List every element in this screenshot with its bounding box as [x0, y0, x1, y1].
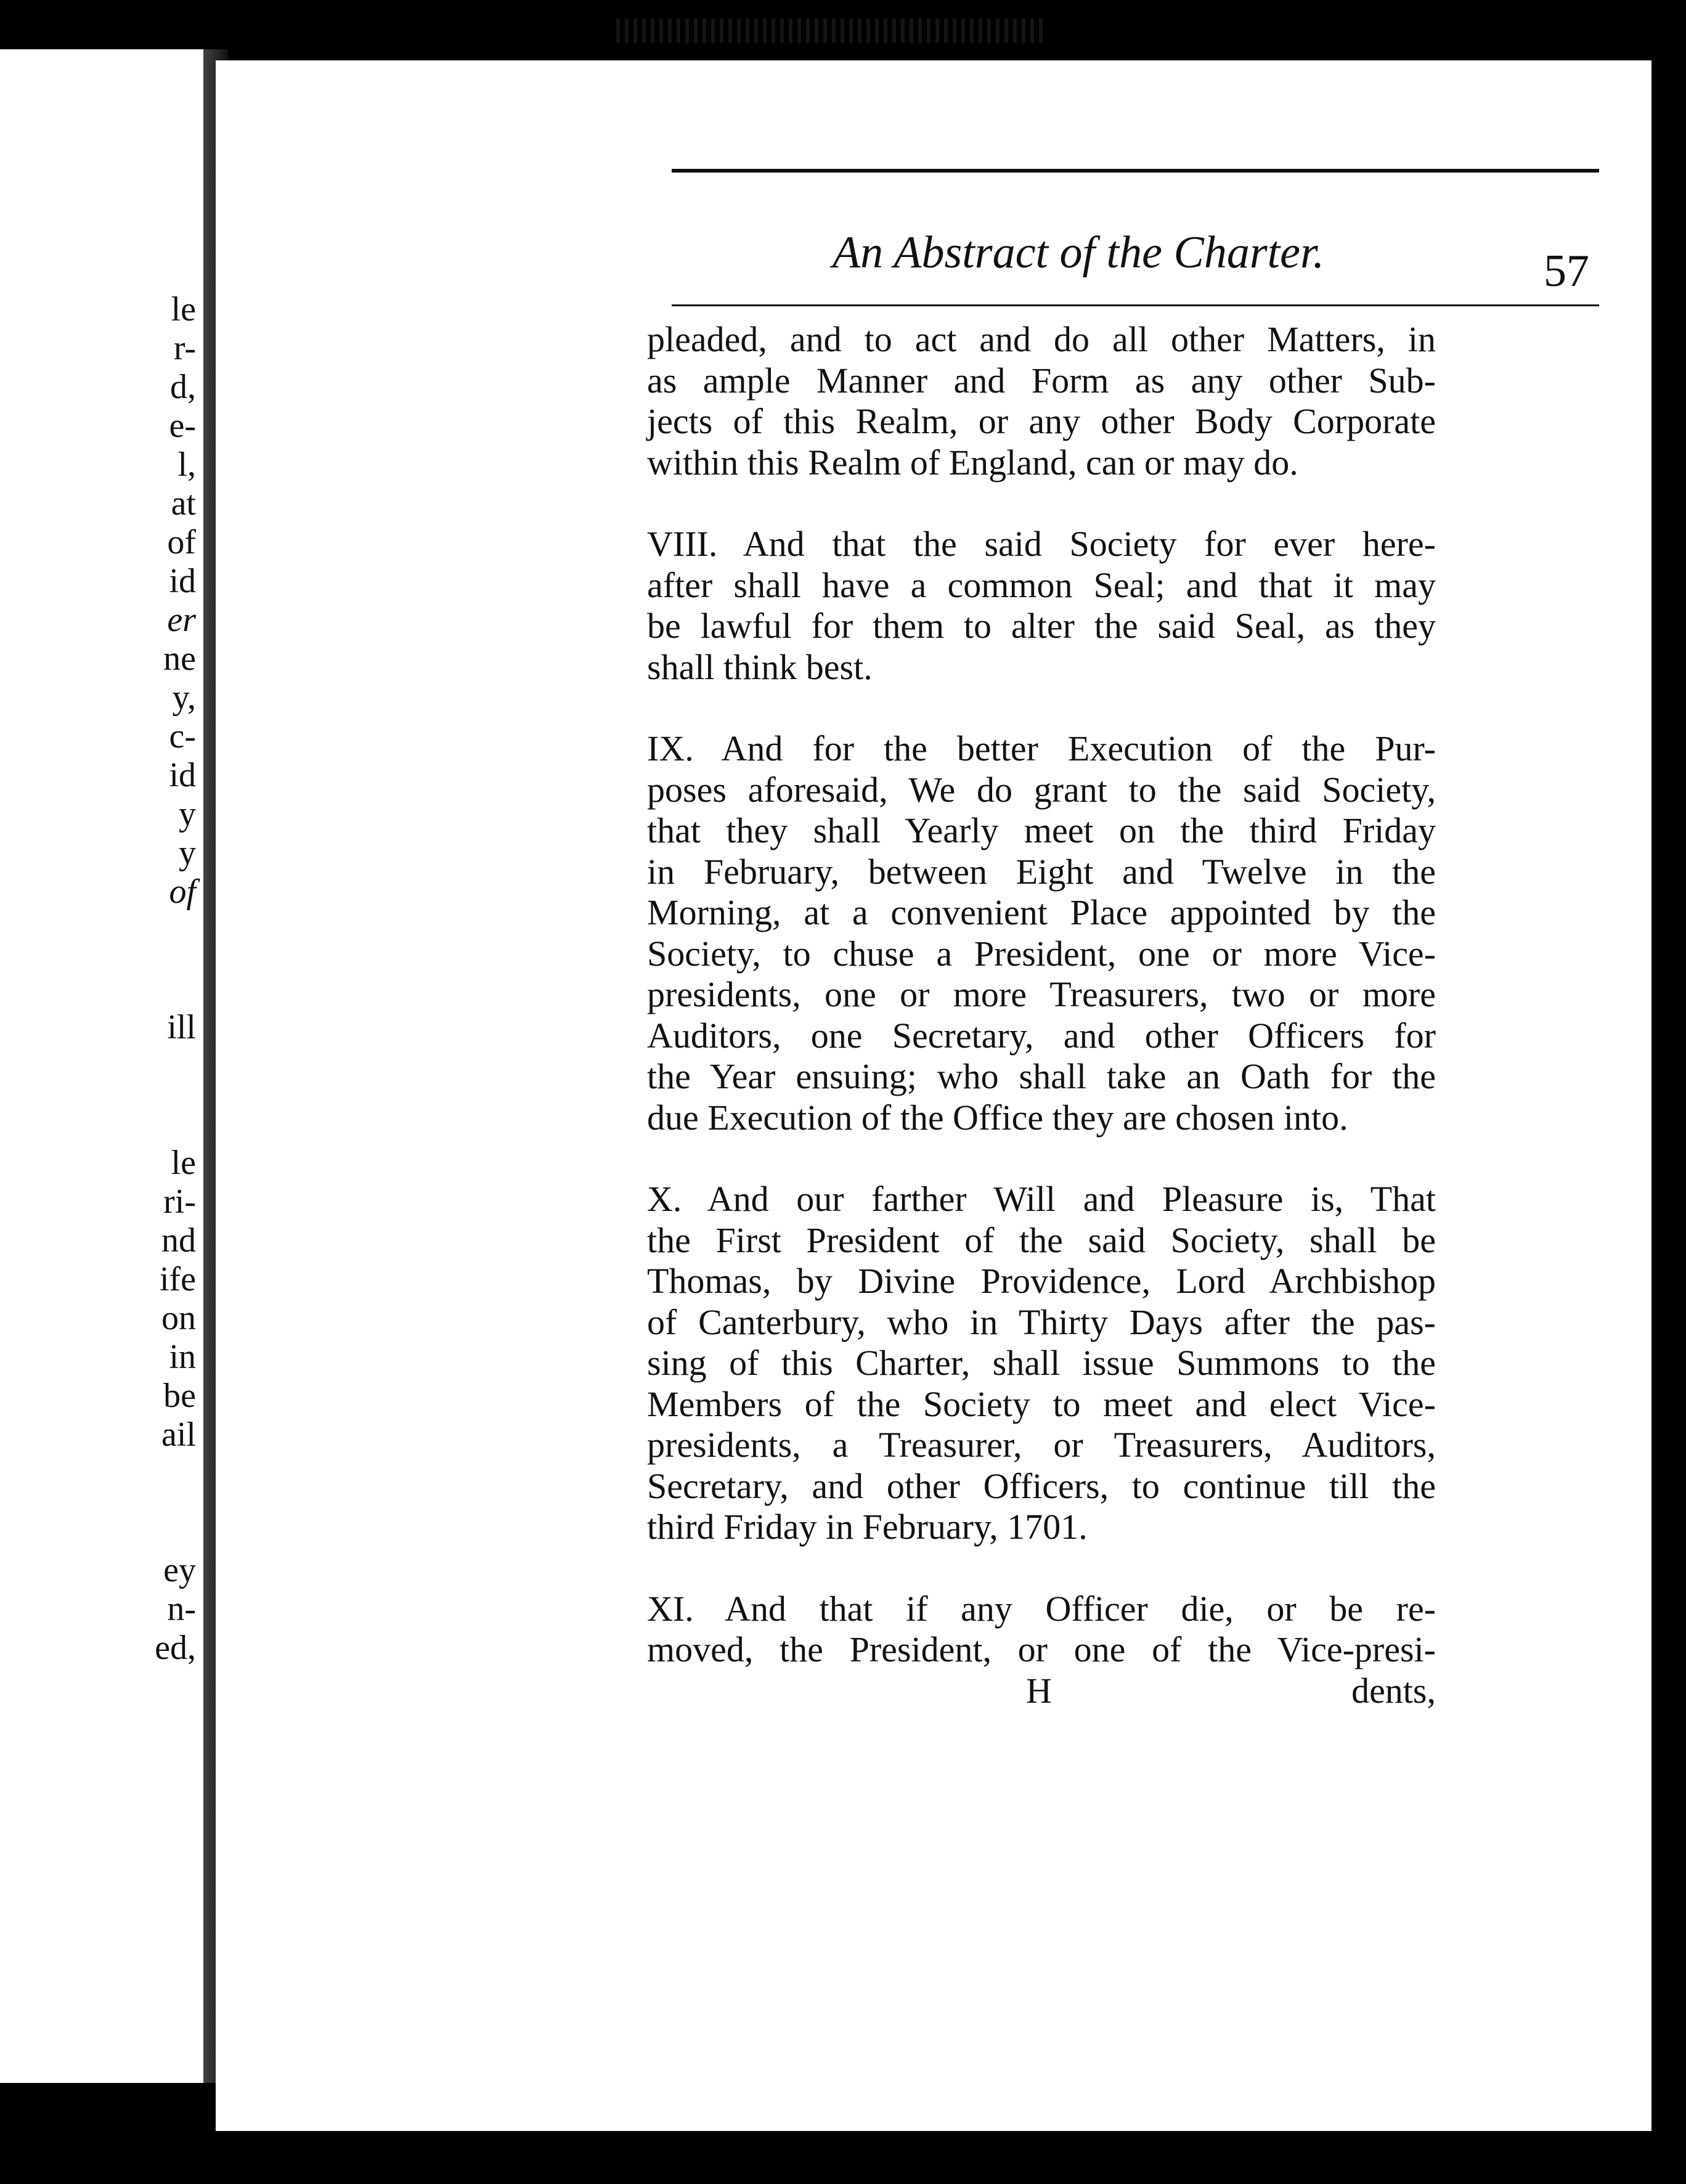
paragraph: [647, 1589, 1436, 1671]
text-line: Thomas, by Divine Providence, Lord Archbishop: [647, 1261, 1436, 1301]
text-line: be lawful for them to alter the said Seal, as they: [647, 606, 1436, 646]
facing-page-fragment: d,: [170, 368, 196, 406]
text-line: the First President of the said Society, shall be: [647, 1220, 1436, 1260]
facing-page-fragment: of: [167, 523, 196, 561]
text-line: poses aforesaid, We do grant to the said Society,: [647, 769, 1436, 810]
text-line: X. And our farther Will and Pleasure is, That: [647, 1179, 1436, 1219]
facing-page-fragment: ey: [163, 1551, 196, 1589]
book-page: [216, 60, 1651, 2131]
text-line: third Friday in February, 1701.: [647, 1507, 1088, 1547]
text-line: sing of this Charter, shall issue Summons to the: [647, 1343, 1436, 1383]
text-line: IX. And for the better Execution of the Pur-: [647, 728, 1436, 768]
text-line: Morning, at a convenient Place appointed by the: [647, 892, 1436, 932]
facing-page-fragment: id: [169, 562, 196, 600]
facing-page-fragment: id: [169, 756, 196, 794]
running-head: An Abstract of the Charter.: [832, 227, 1325, 278]
text-line: moved, the President, or one of the Vice-presi-: [647, 1629, 1436, 1669]
header-rule-top: [672, 169, 1599, 173]
text-line: as ample Manner and Form as any other Sub-: [647, 360, 1436, 401]
text-line: in February, between Eight and Twelve in the: [647, 851, 1436, 892]
text-line: shall think best.: [647, 646, 873, 687]
text-line: Auditors, one Secretary, and other Officers for: [647, 1015, 1436, 1056]
facing-page-fragment: y: [179, 834, 196, 872]
signature-catchword-line: [647, 1671, 1436, 1711]
facing-page-fragment: c-: [169, 717, 196, 756]
text-line: presidents, a Treasurer, or Treasurers, Auditors,: [647, 1425, 1436, 1465]
text-line: due Execution of the Office they are chosen into.: [647, 1097, 1348, 1138]
paragraph-gap: [647, 688, 1436, 728]
facing-page-fragment: ill: [167, 1008, 196, 1046]
text-line: Society, to chuse a President, one or more Vice-: [647, 933, 1436, 974]
text-line: XI. And that if any Officer die, or be re-: [647, 1588, 1436, 1629]
facing-page-fragment: y,: [172, 678, 196, 717]
facing-page-fragment: in: [169, 1338, 196, 1376]
facing-page-fragment: on: [161, 1299, 196, 1337]
paragraph: [647, 1179, 1436, 1548]
facing-page-fragment: er: [167, 601, 196, 639]
signature-mark: H: [1026, 1670, 1052, 1711]
text-line: Secretary, and other Officers, to continue till the: [647, 1465, 1436, 1506]
facing-page-fragment: at: [171, 484, 196, 523]
facing-page-fragment: l,: [177, 446, 196, 484]
paragraph-gap: [647, 1548, 1436, 1589]
facing-page-fragment: of: [169, 873, 196, 911]
facing-page-fragment: le: [171, 1144, 196, 1182]
page-number: 57: [1544, 246, 1589, 296]
paragraph: [647, 524, 1436, 688]
paragraph: [647, 319, 1436, 483]
facing-page-fragment: ail: [161, 1416, 196, 1454]
text-line: VIII. And that the said Society for ever here-: [647, 524, 1436, 564]
facing-page-fragment: nd: [161, 1221, 196, 1260]
facing-page-fragment: ife: [159, 1260, 196, 1298]
scan-edge-noise: [616, 18, 1048, 43]
facing-page-fragment: n-: [167, 1590, 196, 1628]
facing-page-fragment: e-: [169, 407, 196, 445]
facing-page-fragment: be: [163, 1377, 196, 1415]
catchword: dents,: [1351, 1670, 1436, 1711]
text-line: within this Realm of England, can or may do.: [647, 442, 1298, 483]
facing-page-fragment: le: [171, 290, 196, 328]
text-line: Members of the Society to meet and elect Vice-: [647, 1383, 1436, 1424]
body-text: [647, 319, 1436, 1711]
facing-page-fragment: ri-: [163, 1183, 196, 1221]
paragraph-gap: [647, 1138, 1436, 1179]
facing-page-left: [0, 49, 203, 2083]
facing-page-fragment: r-: [173, 329, 196, 367]
text-line: of Canterbury, who in Thirty Days after the pas-: [647, 1302, 1436, 1342]
header-rule-bottom: [672, 304, 1599, 306]
text-line: after shall have a common Seal; and that it may: [647, 564, 1436, 605]
facing-page-fragment: ne: [163, 640, 196, 678]
text-line: presidents, one or more Treasurers, two or more: [647, 974, 1436, 1014]
text-line: that they shall Yearly meet on the third Friday: [647, 810, 1436, 850]
facing-page-fragment: ed,: [155, 1629, 196, 1667]
text-line: pleaded, and to act and do all other Matters, in: [647, 319, 1436, 359]
text-line: jects of this Realm, or any other Body Corporate: [647, 401, 1436, 441]
facing-page-fragment: y: [179, 795, 196, 833]
paragraph-gap: [647, 483, 1436, 524]
text-line: the Year ensuing; who shall take an Oath for the: [647, 1056, 1436, 1096]
paragraph: [647, 728, 1436, 1138]
